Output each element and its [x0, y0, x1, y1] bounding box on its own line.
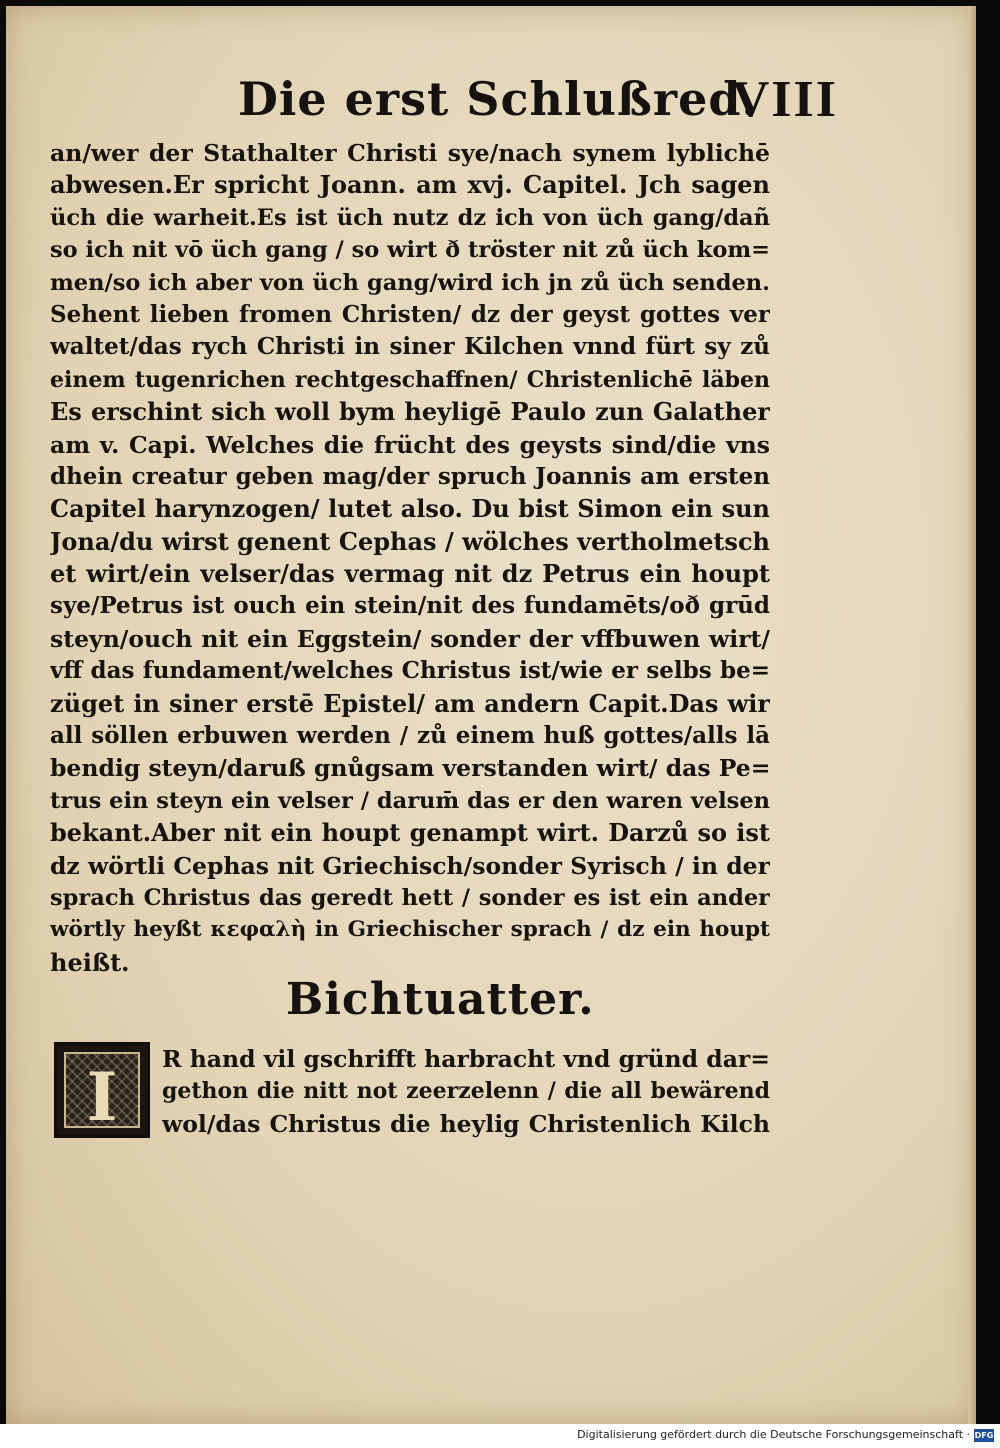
text-line: so ich nit vō üch gang / so wirt ð tröster nit zů üch kom=: [50, 237, 770, 264]
text-line: steyn/ouch nit ein Eggstein/ sonder der vffbuwen wirt/: [50, 624, 770, 653]
text-line: Sehent lieben fromen Christen/ dz der geyst gottes ver: [50, 300, 770, 328]
text-line: bekant.Aber nit ein houpt genampt wirt. Darzů so ist: [50, 818, 770, 848]
dfg-logo: DFG: [974, 1431, 994, 1440]
text-line: abwesen.Er spricht Joann. am xvj. Capitel. Jch sagen: [50, 170, 770, 200]
section-heading: Bichtuatter.: [286, 974, 595, 1025]
text-line: waltet/das rych Christi in siner Kilchen vnnd fürt sy zů: [50, 333, 770, 361]
text-line: üch die warheit.Es ist üch nutz dz ich von üch gang/dañ: [50, 204, 770, 231]
text-line: sprach Christus das geredt hett / sonder es ist ein ander: [50, 884, 770, 911]
paragraph-text: [50, 137, 770, 979]
footer-bar: [0, 1424, 1000, 1448]
folio-number: VIII: [731, 71, 838, 128]
text-line: et wirt/ein velser/das vermag nit dz Petrus ein houpt: [50, 559, 770, 589]
text-line: dz wörtli Cephas nit Griechisch/sonder Syrisch / in der: [50, 851, 770, 880]
initial-ornament: [64, 1052, 140, 1136]
text-line: am v. Capi. Welches die frücht des geysts sind/die vns: [50, 430, 770, 459]
text-line: züget in siner erstē Epistel/ am andern Capit.Das wir: [50, 688, 770, 718]
text-line: vff das fundament/welches Christus ist/wie er selbs be=: [50, 657, 770, 685]
text-line: an/wer der Stathalter Christi sye/nach synem lyblichē: [50, 139, 770, 167]
text-line: men/so ich aber von üch gang/wird ich jn zů üch senden.: [50, 269, 770, 296]
text-line: Es erschint sich woll bym heyligē Paulo zun Galather: [50, 397, 770, 427]
text-line: wol/das Christus die heylig Christenlich Kilch: [162, 1109, 770, 1138]
text-line: all söllen erbuwen werden / zů einem huß gottes/alls lā: [50, 722, 770, 750]
running-title: Die erst Schlußred.: [238, 72, 759, 126]
paragraph-text: [162, 1043, 770, 1140]
digitization-credit: Digitalisierung gefördert durch die Deutsche Forschungsgemeinschaft ·: [577, 1428, 970, 1441]
running-head: [238, 66, 838, 146]
decorated-initial: [54, 1042, 150, 1138]
initial-letter: I: [86, 1058, 118, 1136]
text-line: Capitel harynzogen/ lutet also. Du bist Simon ein sun: [50, 494, 770, 524]
text-line: gethon die nitt not zeerzelenn / die all bewärend: [162, 1078, 770, 1105]
text-line: Jona/du wirst genent Cephas / wölches vertholmetsch: [50, 526, 770, 556]
text-line: einem tugenrichen rechtgeschaffnen/ Christenlichē läben: [50, 366, 770, 393]
text-line: bendig steyn/daruß gnůgsam verstanden wirt/ das Pe=: [50, 754, 770, 783]
text-line: R hand vil gschrifft harbracht vnd gründ dar=: [162, 1045, 770, 1073]
text-line: trus ein steyn ein velser / darum̄ das er den waren velsen: [50, 787, 770, 814]
text-line: dhein creatur geben mag/der spruch Joannis am ersten: [50, 462, 770, 490]
text-line: heißt.: [50, 947, 130, 977]
text-line: sye/Petrus ist ouch ein stein/nit des fundamēts/oð grūd: [50, 592, 770, 620]
book-page: [6, 6, 976, 1424]
text-line: wörtly heyßt κεφαλὴ in Griechischer sprach / dz ein houpt: [50, 917, 770, 943]
